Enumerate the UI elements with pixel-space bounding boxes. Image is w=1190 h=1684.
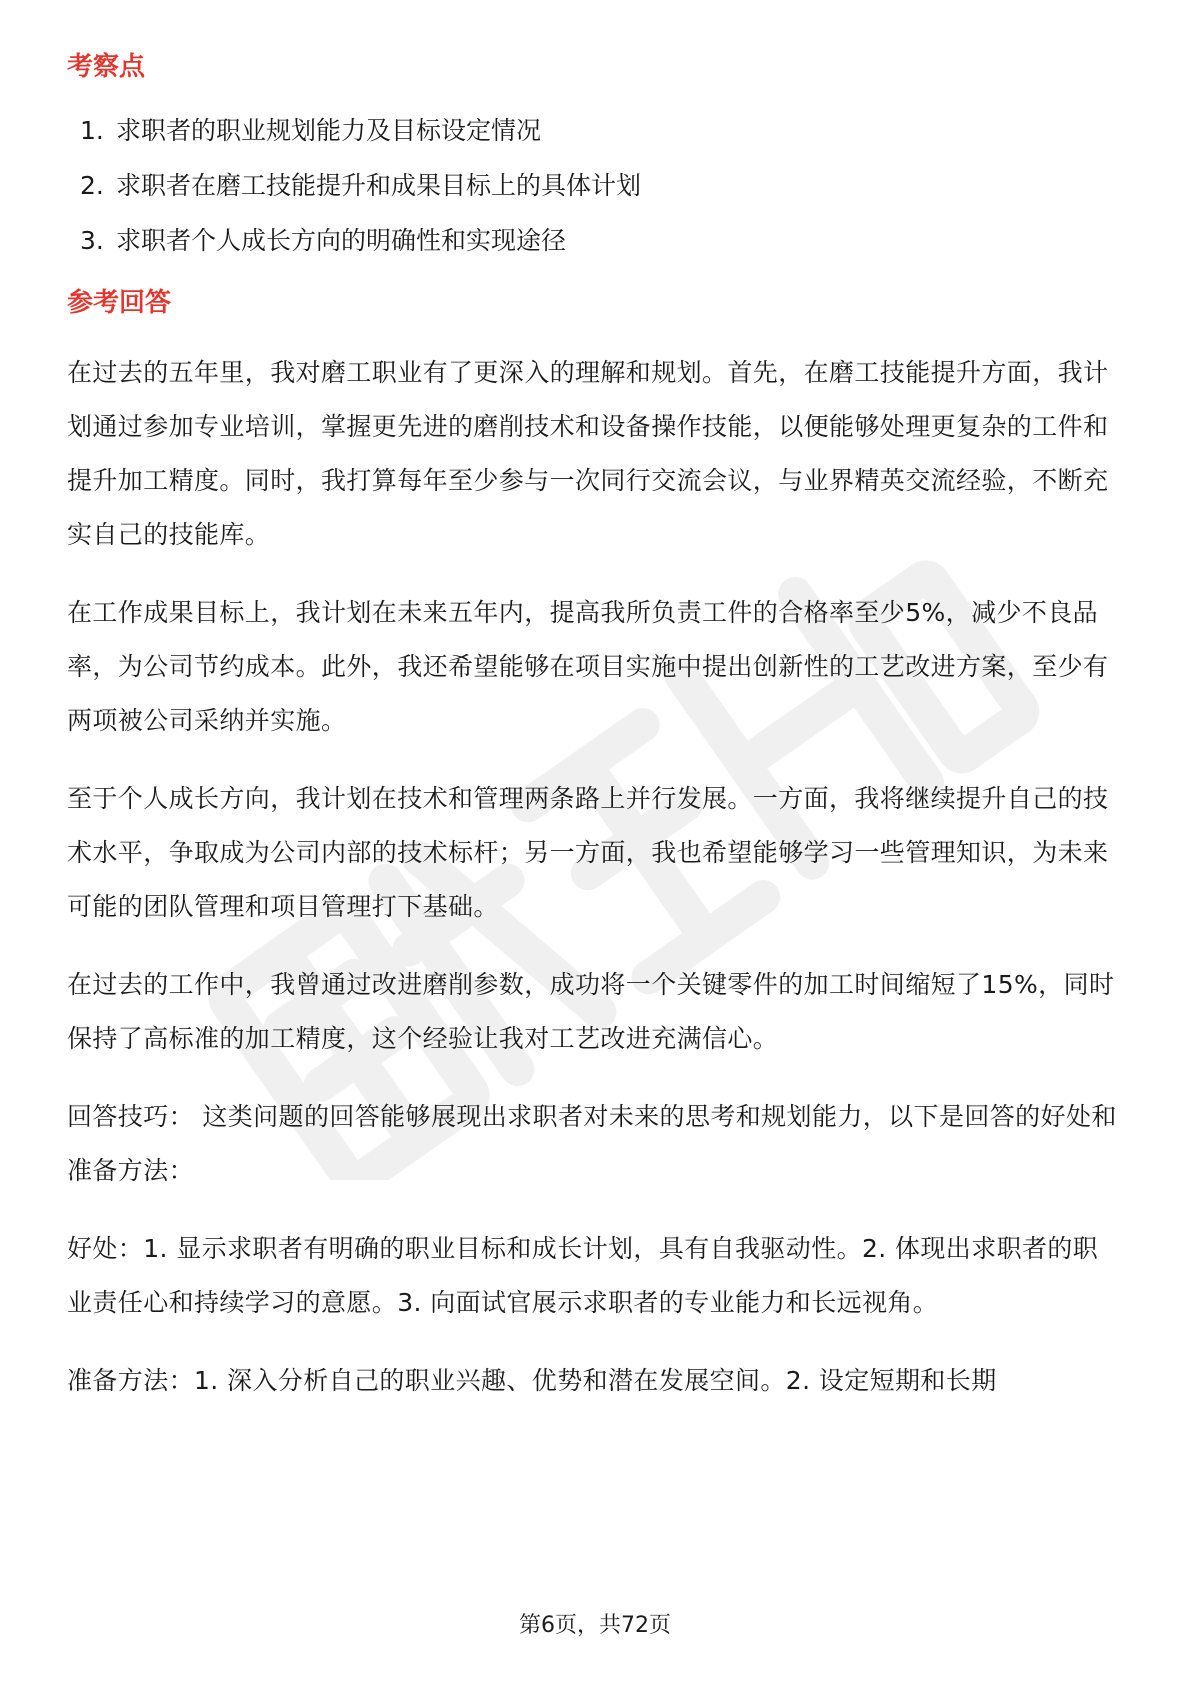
- list-item-text: 求职者的职业规划能力及目标设定情况: [116, 116, 542, 145]
- page-number-footer: 第6页，共72页: [519, 1613, 671, 1638]
- preparation-paragraph: 准备方法：1. 深入分析自己的职业兴趣、优势和潜在发展空间。2. 设定短期和长期: [67, 1366, 997, 1395]
- list-item: [67, 222, 1123, 260]
- answer-paragraph: 在过去的工作中，我曾通过改进磨削参数，成功将一个关键零件的加工时间缩短了15%，同时保持了高标准的加工精度，这个经验让我对工艺改进充满信心。: [67, 970, 1115, 1053]
- answer-paragraph: 在工作成果目标上，我计划在未来五年内，提高我所负责工件的合格率至少5%，减少不良品率，为公司节约成本。此外，我还希望能够在项目实施中提出创新性的工艺改进方案，至少有两项被公司采纳并实施。: [67, 598, 1109, 735]
- answer-paragraph: 至于个人成长方向，我计划在技术和管理两条路上并行发展。一方面，我将继续提升自己的技术水平，争取成为公司内部的技术标杆；另一方面，我也希望能够学习一些管理知识，为未来可能的团队管理和项目管理打下基础。: [67, 784, 1109, 921]
- exam-points-heading: 考察点: [67, 52, 146, 82]
- main-content: [67, 48, 1123, 1432]
- list-item-text: 求职者在磨工技能提升和成果目标上的具体计划: [116, 171, 642, 200]
- list-item-number: 1.: [80, 116, 104, 145]
- list-item-number: 3.: [80, 226, 104, 255]
- list-item-number: 2.: [80, 171, 104, 200]
- exam-points-list: [67, 112, 1123, 260]
- answer-paragraph: 在过去的五年里，我对磨工职业有了更深入的理解和规划。首先，在磨工技能提升方面，我计划通过参加专业培训，掌握更先进的磨削技术和设备操作技能，以便能够处理更复杂的工件和提升加工精度。同时，我打算每年至少参与一次同行交流会议，与业界精英交流经验，不断充实自己的技能库。: [67, 358, 1109, 549]
- reference-answer-heading: 参考回答: [67, 288, 172, 318]
- benefits-paragraph: 好处：1. 显示求职者有明确的职业目标和成长计划，具有自我驱动性。2. 体现出求职者的职业责任心和持续学习的意愿。3. 向面试官展示求职者的专业能力和长远视角。: [67, 1234, 1099, 1317]
- list-item-text: 求职者个人成长方向的明确性和实现途径: [116, 226, 567, 255]
- answer-tips-paragraph: 回答技巧： 这类问题的回答能够展现出求职者对未来的思考和规划能力，以下是回答的好处和准备方法：: [67, 1102, 1117, 1185]
- list-item: [67, 167, 1123, 205]
- list-item: [67, 112, 1123, 150]
